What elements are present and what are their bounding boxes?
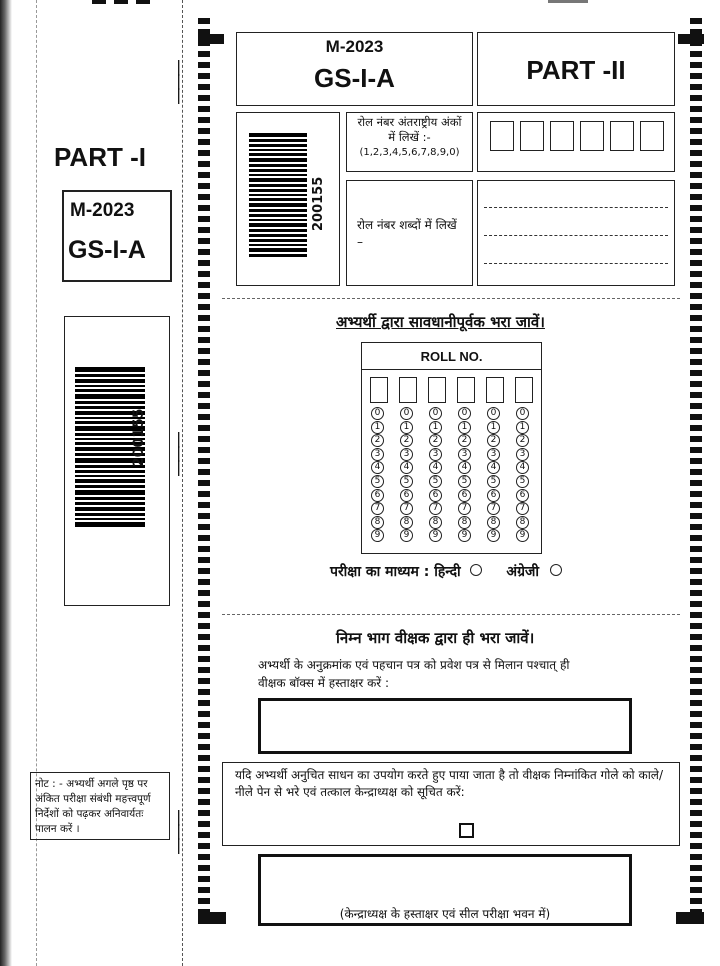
timing-mark [114, 0, 128, 4]
timing-mark [198, 414, 210, 420]
timing-mark [198, 513, 210, 519]
timing-mark [198, 612, 210, 618]
timing-mark [198, 887, 210, 893]
timing-mark [198, 524, 210, 530]
timing-mark [690, 51, 702, 57]
timing-mark [198, 425, 210, 431]
left-code: M-2023 [70, 200, 135, 221]
roll-no-entry-box[interactable] [428, 377, 446, 403]
timing-mark [198, 370, 210, 376]
unfair-means-box [222, 762, 680, 846]
timing-mark [198, 337, 210, 343]
timing-mark [548, 0, 588, 3]
timing-mark [690, 84, 702, 90]
timing-mark [690, 139, 702, 145]
timing-mark [198, 84, 210, 90]
roll-no-bubble[interactable]: 4 [516, 461, 529, 474]
roll-no-bubble[interactable]: 6 [458, 489, 471, 502]
roll-no-bubble[interactable]: 9 [458, 529, 471, 542]
roll-no-label: ROLL NO. [362, 343, 541, 370]
timing-mark [198, 51, 210, 57]
timing-mark [198, 95, 210, 101]
timing-mark [690, 150, 702, 156]
roll-no-bubble-column [457, 407, 475, 543]
timing-mark [198, 656, 210, 662]
timing-mark [198, 326, 210, 332]
timing-mark [690, 722, 702, 728]
roll-no-bubble[interactable]: 1 [371, 421, 384, 434]
roll-no-bubble[interactable]: 2 [487, 434, 500, 447]
roll-no-bubble[interactable]: 9 [516, 529, 529, 542]
roll-no-bubble-column [370, 407, 388, 543]
roll-no-entry-box[interactable] [399, 377, 417, 403]
timing-mark [198, 766, 210, 772]
roll-no-bubble[interactable]: 0 [516, 407, 529, 420]
corner-mark [676, 912, 704, 924]
roll-no-bubble[interactable]: 3 [429, 448, 442, 461]
roll-no-entry-box[interactable] [457, 377, 475, 403]
timing-mark [690, 227, 702, 233]
timing-mark [690, 832, 702, 838]
unfair-means-bubble[interactable] [459, 823, 474, 838]
timing-mark [198, 568, 210, 574]
timing-mark [198, 293, 210, 299]
roll-no-bubble[interactable]: 5 [371, 475, 384, 488]
roll-no-bubble[interactable]: 2 [400, 434, 413, 447]
roll-no-bubble[interactable]: 9 [429, 529, 442, 542]
timing-mark [198, 172, 210, 178]
timing-mark [198, 128, 210, 134]
timing-mark [690, 249, 702, 255]
left-code-box [62, 190, 172, 282]
timing-mark [198, 106, 210, 112]
header-barcode [249, 133, 307, 259]
timing-mark [198, 546, 210, 552]
timing-mark [690, 821, 702, 827]
timing-mark [690, 854, 702, 860]
timing-mark [198, 458, 210, 464]
timing-mark [198, 502, 210, 508]
invigilator-instruction: अभ्यर्थी के अनुक्रमांक एवं पहचान पत्र को प्रवेश पत्र से मिलान पश्चात् ही वीक्षक बॉक्स में हस्ताक्षर करें : [258, 658, 570, 690]
timing-mark [198, 227, 210, 233]
roll-no-bubble[interactable]: 4 [487, 461, 500, 474]
roll-no-bubble[interactable]: 8 [371, 516, 384, 529]
roll-no-entry-box[interactable] [515, 377, 533, 403]
timing-mark [690, 524, 702, 530]
timing-mark [690, 271, 702, 277]
timing-mark [198, 18, 210, 24]
roll-no-bubble[interactable]: 8 [487, 516, 500, 529]
corner-mark [198, 912, 226, 924]
roll-no-bubble-column [515, 407, 533, 543]
timing-mark [198, 469, 210, 475]
roll-no-grid [361, 342, 542, 554]
timing-mark [690, 106, 702, 112]
roll-no-bubble[interactable]: 6 [487, 489, 500, 502]
left-paper: GS-I-A [68, 236, 146, 264]
timing-mark [198, 271, 210, 277]
roll-no-bubble[interactable]: 1 [516, 421, 529, 434]
perforation-line [182, 0, 183, 966]
roll-no-bubble[interactable]: 7 [458, 502, 471, 515]
timing-mark [198, 557, 210, 563]
timing-mark [198, 315, 210, 321]
roll-words-label-box [346, 180, 473, 286]
timing-mark [198, 139, 210, 145]
timing-mark [690, 172, 702, 178]
candidate-section-title: अभ्यर्थी द्वारा सावधानीपूर्वक भरा जावें। [336, 313, 545, 331]
timing-mark [690, 216, 702, 222]
timing-mark [690, 315, 702, 321]
timing-mark [198, 205, 210, 211]
timing-mark [690, 876, 702, 882]
timing-mark [198, 117, 210, 123]
timing-mark [690, 535, 702, 541]
timing-mark [690, 733, 702, 739]
timing-mark [198, 821, 210, 827]
timing-mark [198, 392, 210, 398]
roll-no-bubble[interactable]: 2 [516, 434, 529, 447]
timing-mark [198, 678, 210, 684]
roll-no-bubble[interactable]: 0 [487, 407, 500, 420]
timing-mark [690, 425, 702, 431]
timing-mark [690, 304, 702, 310]
header-code-box [236, 32, 473, 106]
timing-mark [690, 601, 702, 607]
timing-mark [690, 689, 702, 695]
timing-mark [198, 623, 210, 629]
roll-no-bubble[interactable]: 7 [400, 502, 413, 515]
roll-no-bubble[interactable]: 2 [429, 434, 442, 447]
timing-mark [690, 799, 702, 805]
timing-mark [690, 678, 702, 684]
roll-no-entry-box[interactable] [370, 377, 388, 403]
timing-mark [198, 832, 210, 838]
roll-no-bubble[interactable]: 7 [429, 502, 442, 515]
timing-mark [198, 634, 210, 640]
timing-mark [690, 359, 702, 365]
timing-mark [690, 634, 702, 640]
timing-mark [198, 667, 210, 673]
right-timing-track [690, 18, 704, 918]
hindi-bubble[interactable] [470, 564, 482, 576]
timing-mark [198, 161, 210, 167]
timing-mark [198, 348, 210, 354]
timing-mark [198, 73, 210, 79]
bracket-marks: | | | [176, 57, 182, 104]
roll-digit-box[interactable] [490, 121, 514, 151]
timing-mark [690, 810, 702, 816]
left-part-label: PART -I [54, 142, 146, 172]
timing-mark [198, 447, 210, 453]
centre-signature-label: (केन्द्राध्यक्ष के हस्ताक्षर एवं सील परीक्षा भवन में) [339, 907, 551, 921]
roll-digit-box[interactable] [550, 121, 574, 151]
timing-mark [198, 216, 210, 222]
timing-mark [690, 205, 702, 211]
roll-words-entry[interactable] [477, 180, 675, 286]
timing-mark [690, 480, 702, 486]
timing-mark [198, 238, 210, 244]
timing-mark [198, 854, 210, 860]
timing-mark [198, 689, 210, 695]
left-barcode-number: 200155 [131, 408, 147, 467]
header-code: M-2023 [325, 37, 384, 56]
roll-words-label: रोल नंबर शब्दों में लिखें – [357, 218, 457, 249]
timing-mark [198, 491, 210, 497]
timing-mark [690, 161, 702, 167]
roll-no-bubble[interactable]: 0 [429, 407, 442, 420]
roll-no-bubble[interactable]: 8 [400, 516, 413, 529]
timing-mark [690, 612, 702, 618]
invigilator-signature-box[interactable] [258, 698, 632, 754]
timing-mark [690, 777, 702, 783]
timing-mark [198, 62, 210, 68]
roll-no-bubble[interactable]: 1 [400, 421, 413, 434]
timing-mark [690, 348, 702, 354]
roll-no-bubble[interactable]: 9 [400, 529, 413, 542]
roll-no-bubble[interactable]: 7 [487, 502, 500, 515]
roll-no-bubble[interactable]: 1 [487, 421, 500, 434]
timing-mark [198, 601, 210, 607]
roll-no-bubble[interactable]: 9 [371, 529, 384, 542]
timing-mark [198, 436, 210, 442]
timing-mark [690, 513, 702, 519]
timing-mark [690, 645, 702, 651]
timing-mark [198, 579, 210, 585]
roll-no-bubble[interactable]: 3 [487, 448, 500, 461]
timing-mark [690, 62, 702, 68]
timing-mark [198, 876, 210, 882]
roll-digit-box[interactable] [640, 121, 664, 151]
centre-signature-box[interactable] [258, 854, 632, 926]
timing-mark [198, 304, 210, 310]
timing-mark [198, 403, 210, 409]
timing-mark [198, 150, 210, 156]
roll-no-bubble[interactable]: 2 [371, 434, 384, 447]
header-part-box [477, 32, 675, 106]
timing-mark [690, 117, 702, 123]
roll-no-bubble[interactable]: 1 [429, 421, 442, 434]
roll-no-bubble[interactable]: 5 [487, 475, 500, 488]
timing-mark [690, 491, 702, 497]
left-note-box [30, 772, 170, 840]
timing-mark [198, 590, 210, 596]
timing-mark [690, 579, 702, 585]
roll-no-bubble[interactable]: 3 [458, 448, 471, 461]
roll-no-bubble[interactable]: 9 [487, 529, 500, 542]
timing-mark [198, 810, 210, 816]
timing-mark [690, 865, 702, 871]
roll-digits-label-box [346, 112, 473, 172]
timing-mark [690, 183, 702, 189]
timing-mark [198, 722, 210, 728]
roll-no-bubble[interactable]: 5 [458, 475, 471, 488]
timing-mark [690, 667, 702, 673]
timing-mark [690, 557, 702, 563]
timing-mark [198, 480, 210, 486]
unfair-means-note: यदि अभ्यर्थी अनुचित साधन का उपयोग करते हुए पाया जाता है तो वीक्षक निम्नांकित गोले को काले/नीले पेन से भरे एवं तत्काल केन्द्राध्यक्ष को सूचित करें: [235, 768, 663, 799]
roll-no-bubble[interactable]: 4 [371, 461, 384, 474]
timing-mark [136, 0, 150, 4]
timing-mark [198, 711, 210, 717]
medium-english: अंग्रेजी [506, 564, 539, 580]
bracket-marks: | | | [176, 807, 182, 854]
roll-digits-label: रोल नंबर अंतराष्ट्रीय अंकों में लिखें :- [357, 115, 462, 144]
timing-mark [690, 403, 702, 409]
timing-mark [690, 788, 702, 794]
section-separator [222, 614, 680, 615]
timing-mark [198, 194, 210, 200]
left-barcode-box [64, 316, 170, 606]
english-bubble[interactable] [550, 564, 562, 576]
timing-mark [690, 590, 702, 596]
header-part-label: PART -II [526, 55, 626, 85]
timing-mark [690, 18, 702, 24]
roll-digit-box[interactable] [520, 121, 544, 151]
timing-mark [198, 777, 210, 783]
timing-mark [690, 568, 702, 574]
roll-no-entry-box[interactable] [486, 377, 504, 403]
timing-mark [690, 414, 702, 420]
roll-no-bubble[interactable]: 5 [400, 475, 413, 488]
timing-mark [198, 183, 210, 189]
header-paper: GS-I-A [314, 63, 395, 93]
timing-mark [198, 260, 210, 266]
timing-mark [690, 370, 702, 376]
page-edge-shadow [0, 0, 12, 966]
write-line [484, 235, 668, 236]
roll-no-bubble[interactable]: 5 [516, 475, 529, 488]
section-separator [222, 298, 680, 299]
timing-mark [690, 711, 702, 717]
roll-no-bubble[interactable]: 6 [516, 489, 529, 502]
timing-mark [690, 700, 702, 706]
roll-no-bubble[interactable]: 5 [429, 475, 442, 488]
roll-no-bubble-column [428, 407, 446, 543]
timing-mark [690, 766, 702, 772]
timing-mark [690, 73, 702, 79]
timing-mark [690, 887, 702, 893]
timing-mark [198, 788, 210, 794]
left-note-text: नोट : - अभ्यर्थी अगले पृष्ठ पर अंकित परीक्षा संबंधी महत्त्वपूर्ण निर्देशों को पढ़कर अनिवार्यतः पालन करें । [35, 778, 151, 835]
timing-mark [690, 469, 702, 475]
header-barcode-number: 200155 [311, 176, 326, 231]
roll-no-bubble[interactable]: 2 [458, 434, 471, 447]
timing-mark [198, 645, 210, 651]
roll-no-bubble[interactable]: 4 [429, 461, 442, 474]
timing-mark [198, 799, 210, 805]
timing-mark [198, 381, 210, 387]
timing-mark [690, 623, 702, 629]
header-barcode-box [236, 112, 340, 286]
roll-no-bubble[interactable]: 6 [371, 489, 384, 502]
timing-mark [198, 733, 210, 739]
timing-mark [198, 898, 210, 904]
invigilator-section-title: निम्न भाग वीक्षक द्वारा ही भरा जावें। [336, 629, 535, 647]
timing-mark [690, 447, 702, 453]
roll-digits-hint: (1,2,3,4,5,6,7,8,9,0) [359, 147, 460, 158]
timing-mark [198, 865, 210, 871]
timing-mark [690, 194, 702, 200]
timing-mark [690, 502, 702, 508]
bracket-marks: | | | [176, 429, 182, 476]
timing-mark [690, 95, 702, 101]
timing-mark [690, 436, 702, 442]
timing-mark [198, 249, 210, 255]
timing-mark [690, 293, 702, 299]
medium-row [330, 562, 562, 581]
timing-mark [690, 392, 702, 398]
roll-no-bubble[interactable]: 8 [516, 516, 529, 529]
roll-digits-entry [477, 112, 675, 172]
roll-no-bubble[interactable]: 6 [429, 489, 442, 502]
timing-mark [198, 282, 210, 288]
write-line [484, 263, 668, 264]
roll-no-bubble[interactable]: 3 [516, 448, 529, 461]
timing-mark [690, 656, 702, 662]
timing-mark [690, 260, 702, 266]
timing-mark [198, 700, 210, 706]
roll-no-bubble[interactable]: 4 [458, 461, 471, 474]
timing-mark [198, 843, 210, 849]
roll-digit-box[interactable] [610, 121, 634, 151]
timing-mark [690, 546, 702, 552]
timing-mark [198, 744, 210, 750]
timing-mark [198, 755, 210, 761]
corner-mark [198, 34, 224, 44]
timing-mark [690, 898, 702, 904]
timing-mark [92, 0, 106, 4]
roll-no-bubble[interactable]: 4 [400, 461, 413, 474]
roll-no-bubble[interactable]: 1 [458, 421, 471, 434]
roll-no-bubble[interactable]: 7 [516, 502, 529, 515]
roll-digit-box[interactable] [580, 121, 604, 151]
left-timing-track [198, 18, 212, 918]
roll-no-bubble-column [486, 407, 504, 543]
medium-label: परीक्षा का माध्यम : हिन्दी [330, 564, 461, 580]
timing-mark [690, 282, 702, 288]
roll-no-bubble[interactable]: 3 [371, 448, 384, 461]
roll-no-bubble[interactable]: 3 [400, 448, 413, 461]
timing-mark [690, 744, 702, 750]
roll-no-bubble[interactable]: 8 [429, 516, 442, 529]
timing-mark [690, 128, 702, 134]
timing-mark [690, 843, 702, 849]
roll-no-bubble[interactable]: 0 [400, 407, 413, 420]
timing-mark [690, 458, 702, 464]
roll-no-bubble[interactable]: 0 [458, 407, 471, 420]
timing-mark [690, 755, 702, 761]
write-line [484, 207, 668, 208]
timing-mark [198, 535, 210, 541]
timing-mark [198, 359, 210, 365]
roll-no-bubble[interactable]: 7 [371, 502, 384, 515]
timing-mark [690, 381, 702, 387]
roll-no-bubble[interactable]: 8 [458, 516, 471, 529]
roll-no-bubble[interactable]: 0 [371, 407, 384, 420]
corner-mark [678, 34, 704, 44]
timing-mark [690, 337, 702, 343]
timing-mark [690, 238, 702, 244]
timing-mark [690, 326, 702, 332]
roll-no-bubble[interactable]: 6 [400, 489, 413, 502]
roll-no-bubble-column [399, 407, 417, 543]
